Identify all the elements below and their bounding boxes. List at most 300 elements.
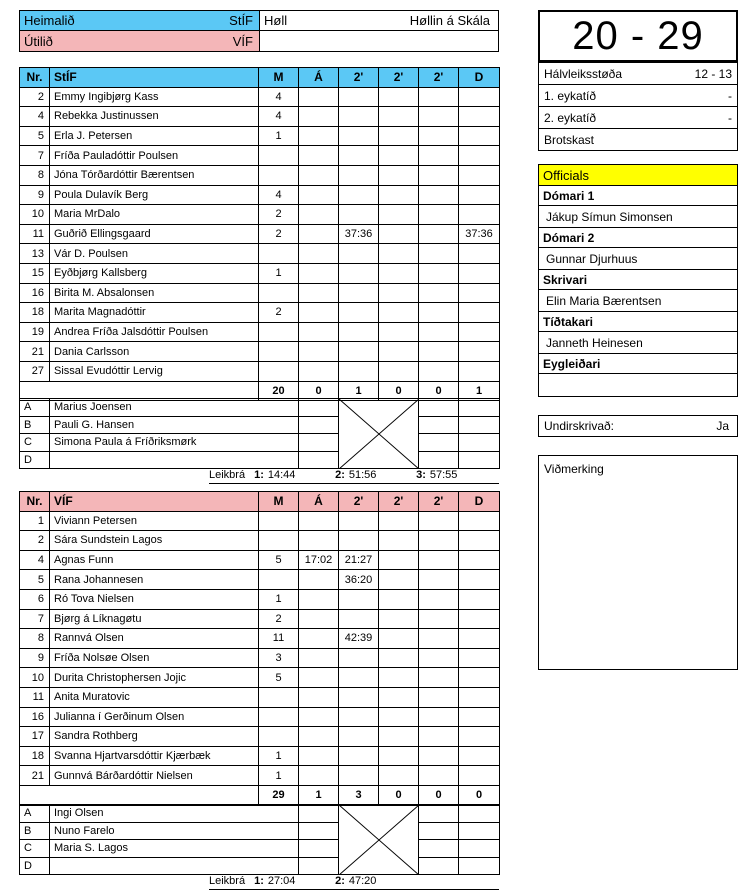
player-t2 [379, 244, 419, 264]
team-official-cell [299, 805, 339, 823]
player-t2 [379, 727, 419, 747]
player-t3 [419, 224, 459, 244]
player-number: 8 [20, 629, 50, 649]
player-d [459, 361, 500, 381]
player-name: Vár D. Poulsen [50, 244, 259, 264]
player-number: 10 [20, 668, 50, 688]
player-m: 4 [259, 185, 299, 205]
player-m [259, 146, 299, 166]
player-t1 [339, 87, 379, 107]
timeouts-label: Leikbrá [209, 469, 246, 481]
team-official-cell [459, 857, 500, 875]
column-header: 2' [339, 68, 379, 88]
player-number: 7 [20, 609, 50, 629]
team-official-letter: C [20, 434, 50, 452]
player-d [459, 687, 500, 707]
player-t1 [339, 727, 379, 747]
player-t3 [419, 205, 459, 225]
player-number: 16 [20, 283, 50, 303]
home-team-row [20, 11, 498, 31]
team-official-letter: D [20, 451, 50, 469]
row2-value [260, 31, 498, 51]
player-m [259, 244, 299, 264]
player-row [20, 107, 500, 127]
player-name: Rana Johannesen [50, 570, 259, 590]
player-t1 [339, 687, 379, 707]
player-t2 [379, 87, 419, 107]
player-row [20, 283, 500, 303]
player-m: 1 [259, 263, 299, 283]
column-header: 2' [419, 68, 459, 88]
player-a [299, 609, 339, 629]
player-row [20, 589, 500, 609]
player-name: Svanna Hjartvarsdóttir Kjærbæk [50, 746, 259, 766]
player-t3 [419, 570, 459, 590]
player-t2 [379, 361, 419, 381]
team-official-cell [459, 434, 500, 452]
player-m: 5 [259, 550, 299, 570]
player-row [20, 244, 500, 264]
player-row [20, 342, 500, 362]
player-t2 [379, 766, 419, 786]
player-name: Emmy Ingibjørg Kass [50, 87, 259, 107]
score-row [539, 84, 737, 106]
player-t2 [379, 224, 419, 244]
team-official-cell [459, 822, 500, 840]
column-header: 2' [379, 68, 419, 88]
player-t2 [379, 511, 419, 531]
player-t2 [379, 609, 419, 629]
player-m: 5 [259, 668, 299, 688]
player-name: Guðrið Ellingsgaard [50, 224, 259, 244]
team-official-name [50, 857, 299, 875]
player-m [259, 727, 299, 747]
team-official-letter: A [20, 805, 50, 823]
column-header: Nr. [20, 492, 50, 512]
player-t2 [379, 550, 419, 570]
player-number: 9 [20, 185, 50, 205]
total-a: 1 [299, 785, 339, 805]
player-t1 [339, 146, 379, 166]
player-a [299, 107, 339, 127]
team-official-name: Ingi Olsen [50, 805, 299, 823]
player-name: Birita M. Absalonsen [50, 283, 259, 303]
team-official-cell [299, 822, 339, 840]
player-t1 [339, 263, 379, 283]
team-official-row [20, 857, 500, 875]
player-d [459, 707, 500, 727]
player-name: Gunnvá Bárðardóttir Nielsen [50, 766, 259, 786]
venue-cell [260, 11, 498, 30]
player-row [20, 648, 500, 668]
player-name: Marita Magnadóttir [50, 303, 259, 323]
timeout-1 [254, 469, 335, 481]
player-m [259, 165, 299, 185]
player-d [459, 589, 500, 609]
venue-value: Høllin á Skála [409, 13, 490, 28]
score-details [538, 62, 738, 151]
player-number: 6 [20, 589, 50, 609]
team-official-cell [459, 840, 500, 858]
player-a [299, 668, 339, 688]
player-d [459, 570, 500, 590]
player-t2 [379, 205, 419, 225]
player-number: 27 [20, 361, 50, 381]
timeout-2-value: 51:56 [348, 469, 377, 481]
player-d [459, 283, 500, 303]
timeout-1-label: 1: [254, 875, 264, 887]
totals-row [20, 785, 500, 805]
team-official-letter: C [20, 840, 50, 858]
player-name: Rannvá Olsen [50, 629, 259, 649]
player-t1 [339, 126, 379, 146]
player-t3 [419, 668, 459, 688]
player-a [299, 511, 339, 531]
player-a: 17:02 [299, 550, 339, 570]
player-row [20, 511, 500, 531]
timeout-2-value: 47:20 [348, 875, 377, 887]
player-name: Ró Tova Nielsen [50, 589, 259, 609]
player-t1 [339, 531, 379, 551]
official-name [539, 374, 737, 396]
player-t1 [339, 303, 379, 323]
score-row-value: 12 - 13 [694, 66, 732, 81]
player-d [459, 244, 500, 264]
total-m: 29 [259, 785, 299, 805]
player-row [20, 570, 500, 590]
timeouts-label: Leikbrá [209, 875, 246, 887]
player-d [459, 629, 500, 649]
timeout-1-label: 1: [254, 469, 264, 481]
player-t2 [379, 185, 419, 205]
team-official-cell [419, 434, 459, 452]
home-team-officials-table [19, 398, 500, 469]
timeout-3 [416, 469, 497, 481]
player-t3 [419, 687, 459, 707]
column-header: 2' [419, 492, 459, 512]
player-d [459, 531, 500, 551]
player-t1 [339, 165, 379, 185]
timeout-2 [335, 469, 416, 481]
team-official-letter: B [20, 416, 50, 434]
player-m: 4 [259, 87, 299, 107]
player-a [299, 648, 339, 668]
player-row [20, 303, 500, 323]
venue-label: Høll [264, 13, 288, 28]
team-official-row [20, 416, 500, 434]
player-name: Jóna Tórðardóttir Bærentsen [50, 165, 259, 185]
score-row-value: - [728, 110, 732, 125]
player-a [299, 727, 339, 747]
official-name: Janneth Heinesen [539, 332, 737, 354]
team-official-name: Pauli G. Hansen [50, 416, 299, 434]
team-official-cell [299, 840, 339, 858]
player-m: 4 [259, 107, 299, 127]
player-t1 [339, 185, 379, 205]
player-t1 [339, 746, 379, 766]
team-official-cell [419, 416, 459, 434]
player-a [299, 126, 339, 146]
home-player-table [19, 67, 500, 401]
player-row [20, 322, 500, 342]
player-a [299, 283, 339, 303]
timeout-1 [254, 875, 335, 887]
team-official-cell [419, 857, 459, 875]
player-t2 [379, 165, 419, 185]
player-a [299, 185, 339, 205]
player-t2 [379, 107, 419, 127]
official-name: Gunnar Djurhuus [539, 248, 737, 270]
totals-blank [20, 785, 259, 805]
player-a [299, 205, 339, 225]
official-role: Skrivari [539, 270, 737, 290]
home-code: StÍF [229, 13, 253, 28]
official-name: Elin Maria Bærentsen [539, 290, 737, 312]
team-official-cell [299, 434, 339, 452]
player-row [20, 746, 500, 766]
team-official-cell [299, 451, 339, 469]
player-d [459, 550, 500, 570]
player-m [259, 707, 299, 727]
player-t3 [419, 107, 459, 127]
team-official-letter: A [20, 399, 50, 417]
player-m [259, 361, 299, 381]
player-row [20, 531, 500, 551]
player-t2 [379, 589, 419, 609]
player-d [459, 146, 500, 166]
player-m [259, 342, 299, 362]
player-name: Viviann Petersen [50, 511, 259, 531]
team-official-row [20, 822, 500, 840]
player-a [299, 342, 339, 362]
player-a [299, 244, 339, 264]
player-row [20, 205, 500, 225]
team-official-cell [299, 399, 339, 417]
player-m: 3 [259, 648, 299, 668]
timeout-1-value: 27:04 [267, 875, 296, 887]
total-t1: 3 [339, 785, 379, 805]
player-number: 7 [20, 146, 50, 166]
player-t1 [339, 668, 379, 688]
player-row [20, 766, 500, 786]
player-t1 [339, 589, 379, 609]
player-t3 [419, 87, 459, 107]
player-t2 [379, 746, 419, 766]
player-name: Poula Dulavík Berg [50, 185, 259, 205]
player-number: 19 [20, 322, 50, 342]
player-name: Maria MrDalo [50, 205, 259, 225]
player-name: Julianna í Gerðinum Olsen [50, 707, 259, 727]
team-official-letter: B [20, 822, 50, 840]
player-m: 11 [259, 629, 299, 649]
player-row [20, 185, 500, 205]
score-row-label: 2. eykatíð [544, 110, 597, 125]
signed-value: Ja [716, 419, 729, 433]
player-number: 2 [20, 87, 50, 107]
timeout-2-label: 2: [335, 469, 345, 481]
player-number: 16 [20, 707, 50, 727]
total-d: 0 [459, 785, 500, 805]
final-score: 20 - 29 [538, 10, 738, 62]
team-official-cell [459, 805, 500, 823]
player-t3 [419, 629, 459, 649]
score-row-value: - [728, 88, 732, 103]
player-m [259, 531, 299, 551]
player-row [20, 687, 500, 707]
player-t2 [379, 146, 419, 166]
player-t3 [419, 283, 459, 303]
team-official-name: Nuno Farelo [50, 822, 299, 840]
player-row [20, 609, 500, 629]
player-number: 21 [20, 766, 50, 786]
cross-mark-icon [339, 399, 419, 469]
player-a [299, 322, 339, 342]
player-d [459, 185, 500, 205]
team-official-cell [459, 451, 500, 469]
player-t1 [339, 609, 379, 629]
player-a [299, 570, 339, 590]
player-t3 [419, 303, 459, 323]
player-t3 [419, 511, 459, 531]
team-official-row [20, 399, 500, 417]
player-t1: 37:36 [339, 224, 379, 244]
player-d [459, 766, 500, 786]
column-header: StÍF [50, 68, 259, 88]
cross-mark-icon [339, 805, 419, 875]
team-official-x-cell [339, 399, 419, 469]
player-row [20, 87, 500, 107]
player-t2 [379, 687, 419, 707]
score-row [539, 62, 737, 84]
player-name: Bjørg á Líknagøtu [50, 609, 259, 629]
player-d [459, 165, 500, 185]
player-d [459, 205, 500, 225]
player-number: 11 [20, 224, 50, 244]
player-t2 [379, 263, 419, 283]
player-t1 [339, 361, 379, 381]
player-number: 18 [20, 746, 50, 766]
player-d [459, 342, 500, 362]
player-t3 [419, 165, 459, 185]
player-name: Fríða Nolsøe Olsen [50, 648, 259, 668]
player-d [459, 322, 500, 342]
team-official-row [20, 840, 500, 858]
timeout-3-value: 57:55 [429, 469, 458, 481]
column-header: M [259, 492, 299, 512]
home-label: Heimalið [24, 13, 75, 28]
player-m [259, 687, 299, 707]
player-number: 13 [20, 244, 50, 264]
player-t3 [419, 746, 459, 766]
score-row-label: Brotskast [544, 132, 595, 147]
column-header: Á [299, 68, 339, 88]
player-name: Erla J. Petersen [50, 126, 259, 146]
away-label: Útilið [24, 33, 53, 49]
player-d [459, 107, 500, 127]
official-name: Jákup Símun Simonsen [539, 206, 737, 228]
player-t1 [339, 322, 379, 342]
timeout-2 [335, 875, 416, 887]
score-row-label: 1. eykatíð [544, 88, 597, 103]
score-row [539, 128, 737, 150]
player-row [20, 707, 500, 727]
away-code: VÍF [232, 33, 253, 49]
player-d [459, 668, 500, 688]
player-d [459, 87, 500, 107]
player-m: 1 [259, 589, 299, 609]
team-official-cell [419, 399, 459, 417]
player-a [299, 687, 339, 707]
remark-label: Viðmerking [544, 462, 604, 476]
column-header: VÍF [50, 492, 259, 512]
timeout-3-label: 3: [416, 469, 426, 481]
player-row [20, 550, 500, 570]
player-t3 [419, 185, 459, 205]
player-number: 4 [20, 550, 50, 570]
player-a [299, 629, 339, 649]
player-number: 5 [20, 126, 50, 146]
team-official-cell [459, 416, 500, 434]
total-t1: 1 [339, 381, 379, 401]
player-t1 [339, 648, 379, 668]
player-d [459, 511, 500, 531]
player-number: 15 [20, 263, 50, 283]
column-header: 2' [379, 492, 419, 512]
player-m: 2 [259, 303, 299, 323]
team-official-cell [419, 822, 459, 840]
player-d [459, 126, 500, 146]
player-name: Sandra Rothberg [50, 727, 259, 747]
player-t1 [339, 283, 379, 303]
player-a [299, 224, 339, 244]
officials-panel [538, 164, 738, 397]
away-timeouts [209, 873, 499, 890]
player-t1 [339, 205, 379, 225]
team-official-cell [419, 805, 459, 823]
player-name: Rebekka Justinussen [50, 107, 259, 127]
player-number: 18 [20, 303, 50, 323]
team-official-cell [459, 399, 500, 417]
player-m: 2 [259, 224, 299, 244]
player-t2 [379, 342, 419, 362]
player-number: 1 [20, 511, 50, 531]
player-t2 [379, 126, 419, 146]
player-t1 [339, 244, 379, 264]
player-t2 [379, 303, 419, 323]
signed-box [538, 415, 738, 437]
total-t2: 0 [379, 785, 419, 805]
player-t2 [379, 648, 419, 668]
team-official-row [20, 434, 500, 452]
player-row [20, 361, 500, 381]
player-row [20, 629, 500, 649]
official-role: Dómari 1 [539, 186, 737, 206]
team-official-row [20, 451, 500, 469]
timeout-1-value: 14:44 [267, 469, 296, 481]
player-t1: 21:27 [339, 550, 379, 570]
total-t3: 0 [419, 381, 459, 401]
player-name: Anita Muratovic [50, 687, 259, 707]
player-t3 [419, 361, 459, 381]
player-name: Agnas Funn [50, 550, 259, 570]
player-t1 [339, 342, 379, 362]
player-t3 [419, 707, 459, 727]
player-t2 [379, 629, 419, 649]
official-role: Eygleiðari [539, 354, 737, 374]
total-t2: 0 [379, 381, 419, 401]
player-number: 17 [20, 727, 50, 747]
team-official-name: Maria S. Lagos [50, 840, 299, 858]
